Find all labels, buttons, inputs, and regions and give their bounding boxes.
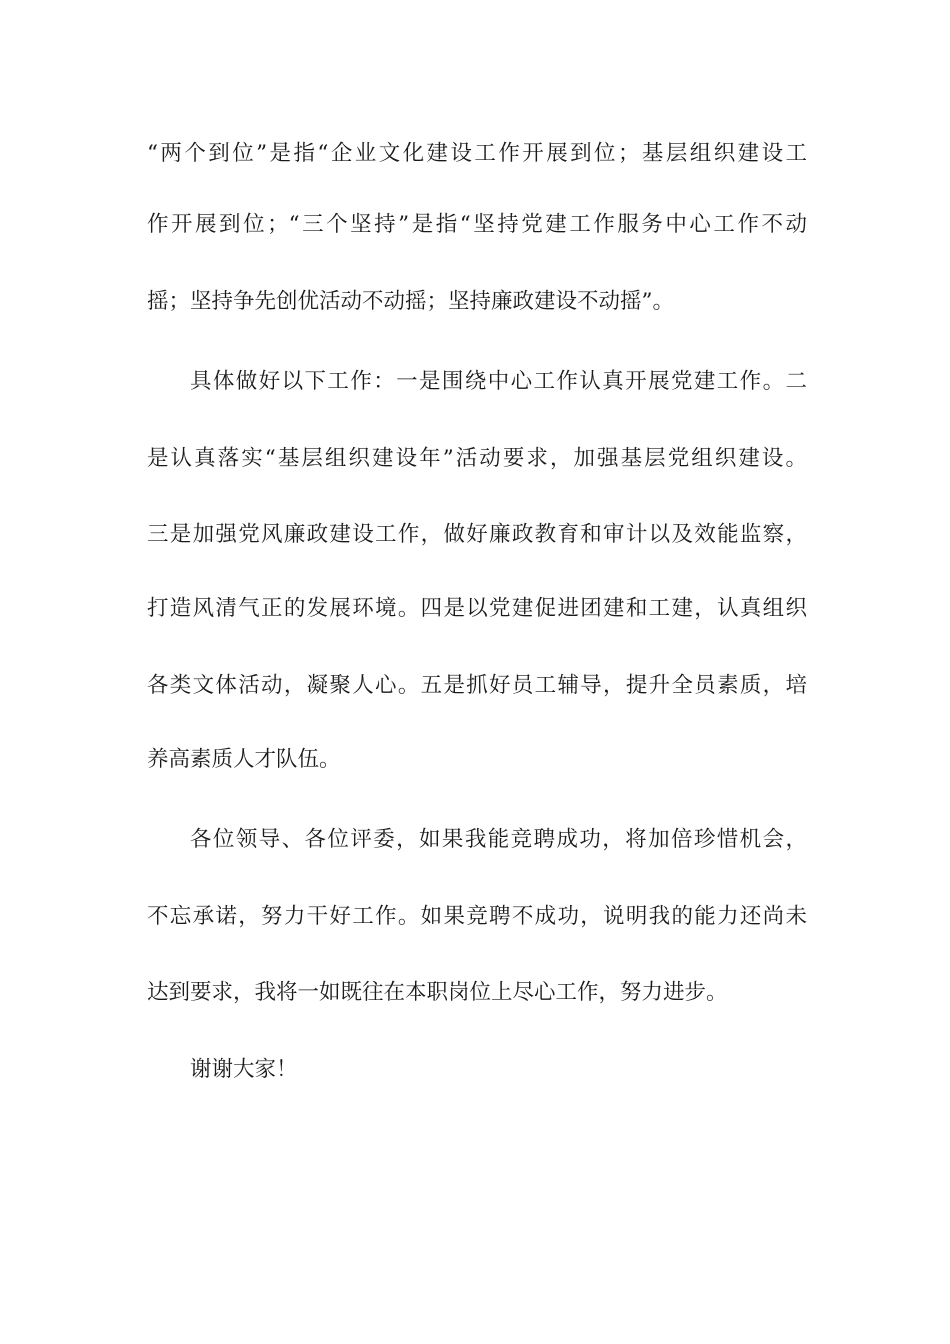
paragraph-1-line-2: 作开展到位；“三个坚持”是指“坚持党建工作服务中心工作不动 (147, 212, 807, 237)
closing-thanks: 谢谢大家！ (190, 1057, 298, 1082)
paragraph-2-line-4: 打造风清气正的发展环境。四是以党建促进团建和工建，认真组织 (147, 596, 807, 621)
paragraph-3-line-3: 达到要求，我将一如既往在本职岗位上尽心工作，努力进步。 (147, 980, 728, 1005)
paragraph-2-line-2: 是认真落实“基层组织建设年”活动要求，加强基层党组织建设。 (147, 446, 807, 471)
paragraph-2-line-3: 三是加强党风廉政建设工作，做好廉政教育和审计以及效能监察， (147, 522, 807, 547)
paragraph-1-line-3: 摇；坚持争先创优活动不动摇；坚持廉政建设不动摇”。 (147, 289, 674, 314)
paragraph-3-line-2: 不忘承诺，努力干好工作。如果竞聘不成功，说明我的能力还尚未 (147, 904, 807, 929)
paragraph-3-line-1: 各位领导、各位评委，如果我能竞聘成功，将加倍珍惜机会， (190, 827, 807, 852)
paragraph-2-line-1: 具体做好以下工作：一是围绕中心工作认真开展党建工作。二 (190, 369, 807, 394)
paragraph-1-line-1: “两个到位”是指“企业文化建设工作开展到位；基层组织建设工 (147, 141, 807, 166)
paragraph-2-line-5: 各类文体活动，凝聚人心。五是抓好员工辅导，提升全员素质，培 (147, 673, 807, 698)
paragraph-2-line-6: 养高素质人才队伍。 (147, 747, 341, 772)
